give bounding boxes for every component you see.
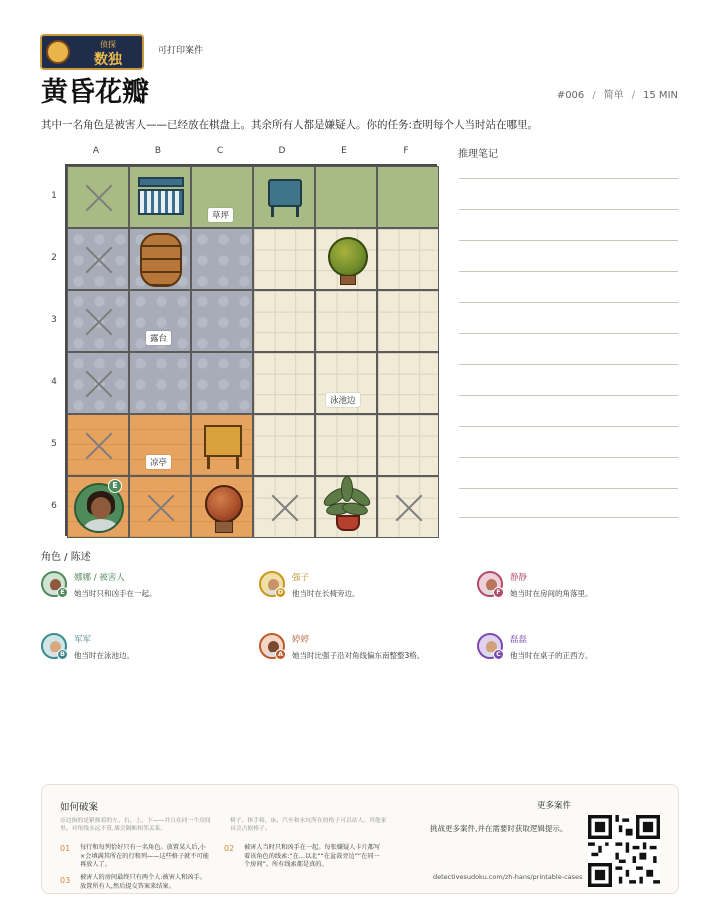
suspect-badge: F	[493, 587, 504, 598]
cell-f3[interactable]	[377, 290, 439, 352]
case-difficulty: 简单	[603, 90, 624, 101]
case-number: #006	[556, 90, 585, 101]
row-label-3: 3	[51, 315, 57, 325]
col-label-a: A	[92, 146, 100, 156]
col-label-b: B	[154, 146, 162, 156]
note-line[interactable]	[459, 178, 678, 179]
cell-b4[interactable]	[129, 352, 191, 414]
step-text: 被害人的房间最终只有两个人:被害人和凶手。放置所有人,然后提交答案来结案。	[80, 874, 206, 890]
note-line[interactable]	[459, 364, 678, 365]
suspect-statement: 她当时只和凶手在一起。	[74, 589, 157, 598]
note-line[interactable]	[459, 457, 678, 458]
logo-top-text: 侦探	[100, 40, 116, 49]
x-mark	[270, 493, 300, 523]
note-line[interactable]	[459, 488, 678, 489]
step-number: 02	[224, 844, 235, 853]
cell-b1[interactable]	[129, 166, 191, 228]
row-label-4: 4	[51, 377, 57, 387]
suspect-card	[259, 571, 459, 611]
room-label-lawn: 草坪	[208, 208, 233, 222]
case-intro: 其中一名角色是被害人——已经放在棋盘上。其余所有人都是嫌疑人。你的任务:查明每个人当时站在哪里。	[41, 119, 539, 131]
howto-intro-2: 椅子、休手椅、床、汽车和水坑所在的格子可以站人。其他家具会占据格子。	[230, 818, 387, 832]
cell-f6[interactable]	[377, 476, 439, 538]
printable-label: 可打印案件	[158, 46, 204, 56]
cell-e3[interactable]	[315, 290, 377, 352]
cell-d3[interactable]	[253, 290, 315, 352]
suspect-card	[477, 633, 677, 673]
note-line[interactable]	[459, 271, 678, 272]
suspect-badge: E	[57, 587, 68, 598]
col-label-f: F	[403, 146, 409, 156]
suspect-card	[477, 571, 677, 611]
x-mark	[84, 183, 114, 213]
case-time: 15 MIN	[643, 90, 678, 101]
howto-title: 如何破案	[60, 802, 99, 813]
x-mark	[146, 493, 176, 523]
note-line[interactable]	[459, 395, 678, 396]
more-cases-text: 挑战更多案件,并在需要时获取逻辑提示。	[430, 824, 568, 833]
suspect-statement: 他当时在桌子的正西方。	[510, 651, 593, 660]
cell-a5[interactable]	[67, 414, 129, 476]
x-mark	[84, 245, 114, 275]
cell-e1[interactable]	[315, 166, 377, 228]
suspect-card	[41, 633, 241, 673]
magnifier-icon	[46, 40, 70, 64]
note-line[interactable]	[459, 302, 678, 303]
suspect-statement: 她当时在房间的角落里。	[510, 589, 593, 598]
step-number: 03	[60, 876, 71, 885]
cell-d6[interactable]	[253, 476, 315, 538]
more-cases-link[interactable]: detectivesudoku.com/zh-hans/printable-cases	[433, 873, 583, 881]
cell-e5[interactable]	[315, 414, 377, 476]
cell-d4[interactable]	[253, 352, 315, 414]
note-line[interactable]	[459, 333, 678, 334]
howto-intro: 旁边指的是紧挨着的左、右、上、下——并且在同一个房间里。对角线永远不算,墙会隔断相邻关系。	[60, 818, 211, 832]
step-text: 每行和每列恰好只有一名角色。放置某人后,小×会填满其所在的行和列——这些格子就不可能再放人了。	[80, 844, 209, 868]
cell-f2[interactable]	[377, 228, 439, 290]
cell-b6[interactable]	[129, 476, 191, 538]
row-label-1: 1	[51, 191, 57, 201]
suspect-name: 强子	[292, 573, 310, 583]
note-line[interactable]	[459, 240, 678, 241]
suspect-name: 婷婷	[292, 635, 310, 645]
cell-f4[interactable]	[377, 352, 439, 414]
notes-title: 推理笔记	[458, 149, 498, 160]
cell-e6[interactable]	[315, 476, 377, 538]
cell-c6[interactable]	[191, 476, 253, 538]
cell-a4[interactable]	[67, 352, 129, 414]
cell-b2[interactable]	[129, 228, 191, 290]
cell-a2[interactable]	[67, 228, 129, 290]
cell-c4[interactable]	[191, 352, 253, 414]
x-mark	[84, 431, 114, 461]
step-number: 01	[60, 844, 71, 853]
barrel-icon	[140, 233, 182, 287]
note-line[interactable]	[459, 209, 678, 210]
note-line[interactable]	[459, 517, 678, 518]
x-mark	[394, 493, 424, 523]
cell-c2[interactable]	[191, 228, 253, 290]
suspect-badge: B	[57, 649, 68, 660]
suspect-statement: 他当时在长椅旁边。	[292, 589, 360, 598]
suspect-name: 静静	[510, 573, 528, 583]
room-label-pavilion: 凉亭	[146, 455, 171, 469]
col-label-c: C	[216, 146, 224, 156]
qr-code-icon[interactable]	[588, 815, 660, 887]
x-mark	[84, 307, 114, 337]
cell-f5[interactable]	[377, 414, 439, 476]
cell-a6[interactable]	[67, 476, 129, 538]
suspect-card	[41, 571, 241, 611]
x-mark	[84, 369, 114, 399]
suspect-name: 磊磊	[510, 635, 528, 645]
brand-logo	[40, 34, 144, 70]
col-label-e: E	[341, 146, 347, 156]
cell-e2[interactable]	[315, 228, 377, 290]
victim-token-badge: E	[108, 479, 122, 493]
row-label-5: 5	[51, 439, 57, 449]
row-label-6: 6	[51, 501, 57, 511]
note-line[interactable]	[459, 426, 678, 427]
more-cases-title: 更多案件	[537, 801, 572, 811]
case-meta: #006 / 简单 / 15 MIN	[556, 90, 678, 101]
suspect-badge: C	[493, 649, 504, 660]
cell-a3[interactable]	[67, 290, 129, 352]
howto-panel	[41, 784, 679, 894]
col-label-d: D	[278, 146, 286, 156]
suspect-badge: D	[275, 587, 286, 598]
step-text: 被害人当时只和凶手在一起。每张嫌疑人卡片都写着该角色的线索:“在…以北”“在盆栽旁边”“在同一个房间”。所有线索都是真的。	[244, 844, 381, 868]
cell-d5[interactable]	[253, 414, 315, 476]
logo-main-text: 数独	[94, 52, 122, 68]
cell-f1[interactable]	[377, 166, 439, 228]
suspect-name: 军军	[74, 635, 92, 645]
game-board	[65, 164, 437, 536]
roles-title: 角色 / 陈述	[41, 552, 91, 563]
cell-d1[interactable]	[253, 166, 315, 228]
cell-a1[interactable]	[67, 166, 129, 228]
suspect-statement: 他当时在泳池边。	[74, 651, 134, 660]
room-label-terrace: 露台	[146, 331, 171, 345]
cell-d2[interactable]	[253, 228, 315, 290]
row-label-2: 2	[51, 253, 57, 263]
suspect-card	[259, 633, 459, 673]
page-title: 黄昏花瓣	[41, 77, 149, 108]
room-label-pool: 泳池边	[326, 393, 360, 407]
cell-c5[interactable]	[191, 414, 253, 476]
cell-c3[interactable]	[191, 290, 253, 352]
suspect-statement: 她当时比强子沿对角线偏东南整整3格。	[292, 651, 425, 660]
suspect-badge: A	[275, 649, 286, 660]
suspect-name: 娜娜 / 被害人	[74, 573, 125, 583]
